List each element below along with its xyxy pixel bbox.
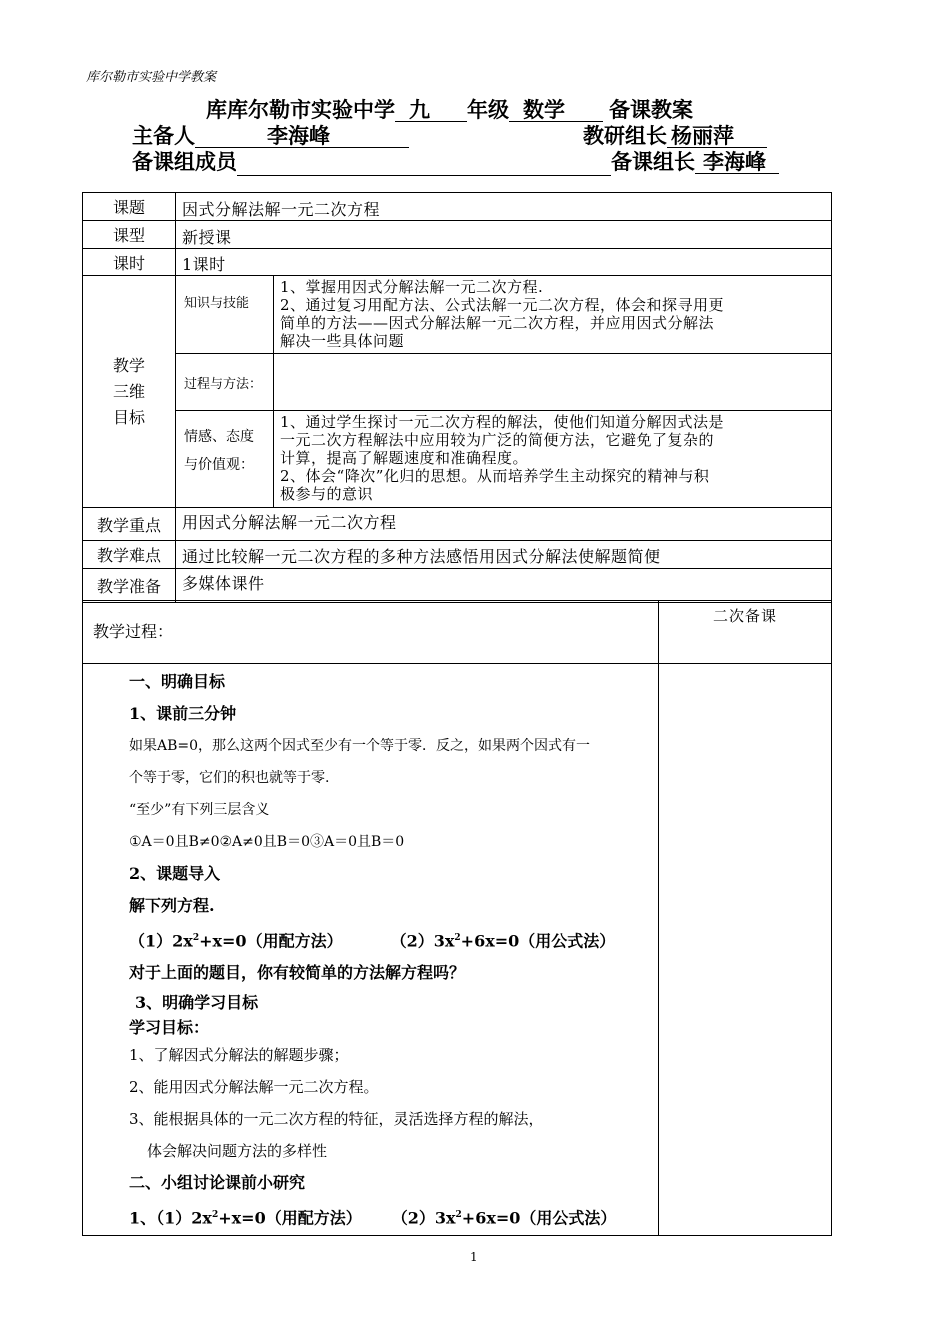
section-1-heading: 一、明确目标	[129, 672, 226, 691]
process-content	[83, 664, 659, 1236]
type-value: 新授课	[176, 221, 832, 249]
grade-label: 年级	[467, 97, 509, 122]
grade-value: 九	[395, 99, 467, 122]
school-name: 库库尔勒市实验中学	[206, 97, 395, 122]
paragraph-6: 对于上面的题目，你有较简单的方法解方程吗？	[129, 963, 466, 983]
paragraph-3: “至少”有下列三层含义	[129, 802, 270, 818]
group-leader-label: 备课组长	[611, 149, 695, 174]
research-leader-label: 教研组长	[583, 123, 667, 148]
paragraph-1: 如果AB=0，那么这两个因式至少有一个等于零．反之，如果两个因式有一	[129, 738, 591, 754]
info-table	[82, 192, 832, 603]
paragraph-2: 个等于零，它们的积也就等于零.	[129, 770, 330, 786]
paragraph-5: 解下列方程.	[129, 896, 215, 915]
members-blank	[237, 153, 611, 176]
research-leader-name: 杨丽萍	[667, 125, 767, 148]
hours-label: 课时	[83, 249, 176, 276]
doc-type: 备课教案	[609, 97, 693, 122]
members-label: 备课组成员	[132, 149, 237, 174]
type-label: 课型	[83, 221, 176, 249]
emotion-text: 1、通过学生探讨一元二次方程的解法，使他们知道分解因式法是 一元二次方程解法中应用较为广泛的简便方法，它避免了复杂的 计算，提高了解题速度和准确程度。 2、体会“降次”化归的思想。从而培养学生主动探究的精神与积 极参与的意识	[274, 411, 832, 508]
section-1-2-heading: 2、课题导入	[129, 864, 221, 883]
emotion-label: 情感、态度 与价值观：	[176, 411, 274, 508]
section-2-heading: 二、小组讨论课前小研究	[129, 1173, 306, 1193]
equation-line: $(1)2x^2+x=0$（用配方法） $(2)3x^2+6x=0$（用公式法）	[129, 931, 616, 951]
subject-value: 数学	[509, 99, 603, 122]
second-prep-column	[659, 664, 832, 1236]
paragraph-4: ①A＝0且B≠0②A≠0且B＝0③A＝0且B＝0	[129, 834, 405, 850]
prep-value: 多媒体课件	[176, 569, 832, 603]
difficulty-label: 教学难点	[83, 541, 176, 569]
prep-label: 教学准备	[83, 569, 176, 603]
goal-3a: 3、能根据具体的一元二次方程的特征，灵活选择方程的解法，	[129, 1110, 544, 1129]
process-label: 教学过程：	[83, 601, 659, 664]
running-header: 库尔勒市实验中学教案	[86, 70, 217, 85]
group-leader-name: 李海峰	[695, 151, 779, 174]
hours-value: 1课时	[176, 249, 832, 276]
goal-1: 1、了解因式分解法的解题步骤；	[129, 1046, 349, 1065]
section-1-3-heading: 3、明确学习目标	[135, 993, 259, 1013]
difficulty-value: 通过比较解一元二次方程的多种方法感悟用因式分解法使解题简便	[176, 541, 832, 569]
goal-3b: 体会解决问题方法的多样性	[147, 1142, 328, 1161]
goal-2: 2、能用因式分解法解一元二次方程。	[129, 1078, 379, 1097]
process-table	[82, 600, 832, 1236]
key-label: 教学重点	[83, 508, 176, 541]
preparer-label: 主备人	[132, 123, 195, 148]
paragraph-7: 学习目标：	[129, 1018, 210, 1038]
section-1-1-heading: 1、课前三分钟	[129, 704, 237, 723]
question-line: 1、$(1)2x^2+x=0$（用配方法） $(2)3x^2+6x=0$（用公式法）	[129, 1208, 617, 1228]
topic-value: 因式分解法解一元二次方程	[176, 193, 832, 221]
page-number: 1	[470, 1250, 478, 1264]
preparer-name: 李海峰	[195, 125, 409, 148]
second-prep-label: 二次备课	[659, 601, 832, 664]
goals-label: 教学 三维 目标	[83, 276, 176, 508]
topic-label: 课题	[83, 193, 176, 221]
process-method-label: 过程与方法：	[176, 354, 274, 411]
knowledge-text: 1、掌握用因式分解法解一元二次方程. 2、通过复习用配方法、公式法解一元二次方程，体会和探寻用更 简单的方法——因式分解法解一元二次方程，并应用因式分解法 解决一些具体问题	[274, 276, 832, 354]
members-line	[132, 146, 779, 176]
key-value: 用因式分解法解一元二次方程	[176, 508, 832, 541]
knowledge-label: 知识与技能	[176, 276, 274, 354]
process-method-value	[274, 354, 832, 411]
